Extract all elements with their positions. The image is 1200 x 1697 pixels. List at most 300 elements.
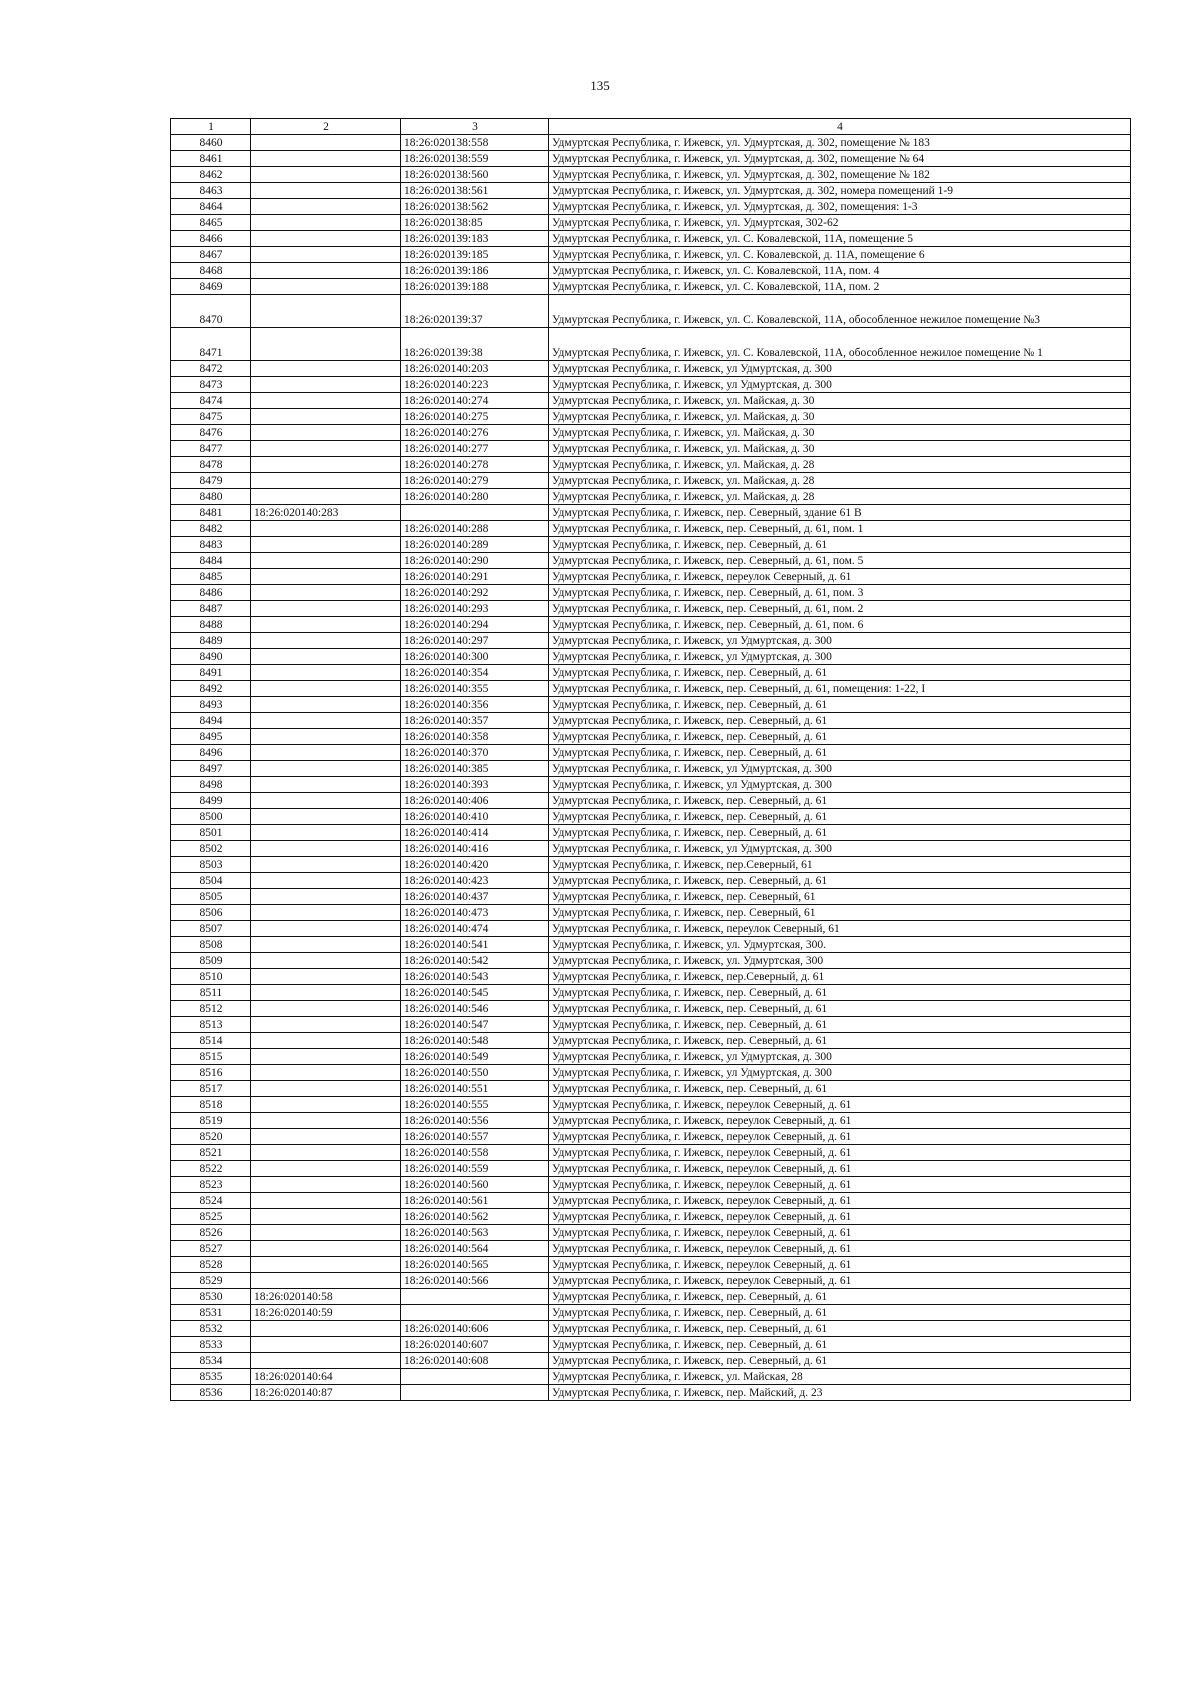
table-row (171, 697, 1131, 713)
row-number-cell: 8505 (171, 889, 251, 905)
cadastral-number-cell (401, 505, 549, 521)
cadastral-number-cell: 18:26:020140:276 (401, 425, 549, 441)
row-number-cell: 8460 (171, 135, 251, 151)
cadastral-number-cell: 18:26:020138:562 (401, 199, 549, 215)
row-number-cell: 8508 (171, 937, 251, 953)
address-cell: Удмуртская Республика, г. Ижевск, пер. Северный, д. 61 (549, 729, 1131, 745)
cadastral-number-cell (251, 135, 401, 151)
row-number-cell: 8462 (171, 167, 251, 183)
address-cell: Удмуртская Республика, г. Ижевск, ул. С. Ковалевской, 11А, обособленное нежилое помещение №3 (549, 295, 1131, 328)
row-number-cell: 8485 (171, 569, 251, 585)
cadastral-number-cell: 18:26:020140:549 (401, 1049, 549, 1065)
cadastral-number-cell (251, 167, 401, 183)
cadastral-number-cell (251, 825, 401, 841)
table-row (171, 825, 1131, 841)
cadastral-number-cell (251, 953, 401, 969)
cadastral-number-cell: 18:26:020140:290 (401, 553, 549, 569)
address-cell: Удмуртская Республика, г. Ижевск, переулок Северный, д. 61 (549, 1161, 1131, 1177)
row-number-cell: 8474 (171, 393, 251, 409)
cadastral-number-cell (401, 1369, 549, 1385)
row-number-cell: 8530 (171, 1289, 251, 1305)
address-cell: Удмуртская Республика, г. Ижевск, ул. Майская, д. 28 (549, 489, 1131, 505)
address-cell: Удмуртская Республика, г. Ижевск, ул. Майская, д. 28 (549, 457, 1131, 473)
row-number-cell: 8498 (171, 777, 251, 793)
cadastral-number-cell: 18:26:020138:85 (401, 215, 549, 231)
cadastral-number-cell (251, 393, 401, 409)
row-number-cell: 8509 (171, 953, 251, 969)
table-row (171, 937, 1131, 953)
cadastral-number-cell (251, 841, 401, 857)
cadastral-number-cell (251, 889, 401, 905)
cadastral-number-cell (251, 713, 401, 729)
cadastral-number-cell: 18:26:020140:607 (401, 1337, 549, 1353)
cadastral-number-cell: 18:26:020140:393 (401, 777, 549, 793)
address-cell: Удмуртская Республика, г. Ижевск, ул Удмуртская, д. 300 (549, 761, 1131, 777)
address-cell: Удмуртская Республика, г. Ижевск, пер. Северный, д. 61 (549, 1033, 1131, 1049)
cadastral-number-cell (251, 697, 401, 713)
row-number-cell: 8517 (171, 1081, 251, 1097)
cadastral-number-cell (251, 457, 401, 473)
address-cell: Удмуртская Республика, г. Ижевск, переулок Северный, 61 (549, 921, 1131, 937)
address-cell: Удмуртская Республика, г. Ижевск, пер. Северный, д. 61 (549, 697, 1131, 713)
row-number-cell: 8511 (171, 985, 251, 1001)
address-cell: Удмуртская Республика, г. Ижевск, пер. Северный, д. 61, помещения: 1-22, I (549, 681, 1131, 697)
row-number-cell: 8529 (171, 1273, 251, 1289)
cadastral-number-cell (251, 1273, 401, 1289)
row-number-cell: 8501 (171, 825, 251, 841)
cadastral-number-cell: 18:26:020140:292 (401, 585, 549, 601)
table-row (171, 1049, 1131, 1065)
address-cell: Удмуртская Республика, г. Ижевск, переулок Северный, д. 61 (549, 1177, 1131, 1193)
table-row (171, 263, 1131, 279)
cadastral-number-cell (401, 1385, 549, 1401)
address-cell: Удмуртская Республика, г. Ижевск, ул. Майская, д. 30 (549, 441, 1131, 457)
row-number-cell: 8520 (171, 1129, 251, 1145)
row-number-cell: 8534 (171, 1353, 251, 1369)
row-number-cell: 8497 (171, 761, 251, 777)
table-row (171, 841, 1131, 857)
address-cell: Удмуртская Республика, г. Ижевск, переулок Северный, д. 61 (549, 1209, 1131, 1225)
address-cell: Удмуртская Республика, г. Ижевск, переулок Северный, д. 61 (549, 1273, 1131, 1289)
table-row (171, 569, 1131, 585)
table-body (171, 135, 1131, 1401)
address-cell: Удмуртская Республика, г. Ижевск, ул. Майская, д. 30 (549, 425, 1131, 441)
row-number-cell: 8475 (171, 409, 251, 425)
address-cell: Удмуртская Республика, г. Ижевск, переулок Северный, д. 61 (549, 1225, 1131, 1241)
row-number-cell: 8527 (171, 1241, 251, 1257)
cadastral-number-cell (251, 183, 401, 199)
address-cell: Удмуртская Республика, г. Ижевск, переулок Северный, д. 61 (549, 1097, 1131, 1113)
cadastral-number-cell: 18:26:020140:288 (401, 521, 549, 537)
cadastral-number-cell: 18:26:020140:558 (401, 1145, 549, 1161)
cadastral-number-cell (251, 569, 401, 585)
table-row (171, 1337, 1131, 1353)
row-number-cell: 8480 (171, 489, 251, 505)
table-row (171, 135, 1131, 151)
address-cell: Удмуртская Республика, г. Ижевск, пер. Северный, д. 61 (549, 1337, 1131, 1353)
cadastral-number-cell: 18:26:020140:542 (401, 953, 549, 969)
row-number-cell: 8490 (171, 649, 251, 665)
table-row (171, 183, 1131, 199)
row-number-cell: 8486 (171, 585, 251, 601)
cadastral-number-cell (251, 263, 401, 279)
row-number-cell: 8464 (171, 199, 251, 215)
address-cell: Удмуртская Республика, г. Ижевск, пер. Северный, 61 (549, 889, 1131, 905)
cadastral-number-cell (251, 1161, 401, 1177)
address-cell: Удмуртская Республика, г. Ижевск, ул. Удмуртская, д. 302, номера помещений 1-9 (549, 183, 1131, 199)
table-row (171, 1273, 1131, 1289)
table-row (171, 199, 1131, 215)
table-row (171, 633, 1131, 649)
table-row (171, 425, 1131, 441)
row-number-cell: 8479 (171, 473, 251, 489)
cadastral-number-cell: 18:26:020140:59 (251, 1305, 401, 1321)
cadastral-number-cell (251, 729, 401, 745)
cadastral-number-cell: 18:26:020138:561 (401, 183, 549, 199)
cadastral-number-cell (251, 905, 401, 921)
address-cell: Удмуртская Республика, г. Ижевск, пер. Северный, д. 61 (549, 985, 1131, 1001)
row-number-cell: 8463 (171, 183, 251, 199)
cadastral-number-cell (251, 1113, 401, 1129)
address-cell: Удмуртская Республика, г. Ижевск, пер. Северный, д. 61, пом. 6 (549, 617, 1131, 633)
address-cell: Удмуртская Республика, г. Ижевск, пер.Северный, д. 61 (549, 969, 1131, 985)
table-row (171, 761, 1131, 777)
row-number-cell: 8481 (171, 505, 251, 521)
table-row (171, 231, 1131, 247)
column-header-1: 1 (171, 119, 251, 135)
cadastral-number-cell: 18:26:020140:561 (401, 1193, 549, 1209)
cadastral-number-cell (251, 361, 401, 377)
cadastral-number-cell: 18:26:020138:558 (401, 135, 549, 151)
cadastral-number-cell (251, 1145, 401, 1161)
table-row (171, 377, 1131, 393)
cadastral-number-cell: 18:26:020140:423 (401, 873, 549, 889)
column-header-4: 4 (549, 119, 1131, 135)
address-cell: Удмуртская Республика, г. Ижевск, пер. Северный, д. 61 (549, 1289, 1131, 1305)
table-row (171, 553, 1131, 569)
row-number-cell: 8466 (171, 231, 251, 247)
page-number: 135 (590, 78, 610, 93)
table-row (171, 409, 1131, 425)
address-cell: Удмуртская Республика, г. Ижевск, пер. Северный, здание 61 В (549, 505, 1131, 521)
table-row (171, 521, 1131, 537)
row-number-cell: 8496 (171, 745, 251, 761)
cadastral-number-cell (251, 649, 401, 665)
cadastral-number-cell: 18:26:020140:550 (401, 1065, 549, 1081)
row-number-cell: 8482 (171, 521, 251, 537)
cadastral-number-cell: 18:26:020140:606 (401, 1321, 549, 1337)
table-row (171, 969, 1131, 985)
table-row (171, 1113, 1131, 1129)
row-number-cell: 8533 (171, 1337, 251, 1353)
cadastral-number-cell: 18:26:020140:410 (401, 809, 549, 825)
table-row (171, 1209, 1131, 1225)
table-row (171, 617, 1131, 633)
address-cell: Удмуртская Республика, г. Ижевск, пер. Северный, д. 61 (549, 1321, 1131, 1337)
row-number-cell: 8461 (171, 151, 251, 167)
row-number-cell: 8518 (171, 1097, 251, 1113)
cadastral-number-cell (251, 745, 401, 761)
table-row (171, 713, 1131, 729)
address-cell: Удмуртская Республика, г. Ижевск, ул. Удмуртская, д. 302, помещение № 183 (549, 135, 1131, 151)
row-number-cell: 8469 (171, 279, 251, 295)
cadastral-number-cell (251, 1049, 401, 1065)
cadastral-number-cell: 18:26:020140:474 (401, 921, 549, 937)
address-cell: Удмуртская Республика, г. Ижевск, ул Удмуртская, д. 300 (549, 1049, 1131, 1065)
table-row (171, 585, 1131, 601)
address-cell: Удмуртская Республика, г. Ижевск, ул. С. Ковалевской, д. 11А, помещение 6 (549, 247, 1131, 263)
table-row (171, 649, 1131, 665)
table-row (171, 441, 1131, 457)
cadastral-number-cell: 18:26:020140:608 (401, 1353, 549, 1369)
row-number-cell: 8483 (171, 537, 251, 553)
cadastral-number-cell (251, 377, 401, 393)
table-row (171, 1033, 1131, 1049)
table-row (171, 793, 1131, 809)
cadastral-number-cell (251, 1257, 401, 1273)
table-row (171, 857, 1131, 873)
row-number-cell: 8471 (171, 328, 251, 361)
cadastral-number-cell: 18:26:020140:278 (401, 457, 549, 473)
row-number-cell: 8492 (171, 681, 251, 697)
table-row (171, 1097, 1131, 1113)
cadastral-number-cell: 18:26:020140:294 (401, 617, 549, 633)
cadastral-number-cell: 18:26:020140:559 (401, 1161, 549, 1177)
cadastral-number-cell (251, 681, 401, 697)
cadastral-number-cell (251, 793, 401, 809)
cadastral-number-cell (251, 1017, 401, 1033)
address-cell: Удмуртская Республика, г. Ижевск, ул Удмуртская, д. 300 (549, 1065, 1131, 1081)
table-row (171, 1241, 1131, 1257)
table-row (171, 777, 1131, 793)
cadastral-number-cell: 18:26:020140:547 (401, 1017, 549, 1033)
cadastral-number-cell (401, 1289, 549, 1305)
cadastral-number-cell: 18:26:020139:186 (401, 263, 549, 279)
address-cell: Удмуртская Республика, г. Ижевск, пер. Северный, д. 61 (549, 537, 1131, 553)
table-row (171, 1001, 1131, 1017)
address-cell: Удмуртская Республика, г. Ижевск, ул. Майская, 28 (549, 1369, 1131, 1385)
row-number-cell: 8467 (171, 247, 251, 263)
cadastral-number-cell (251, 247, 401, 263)
table-row (171, 1129, 1131, 1145)
row-number-cell: 8535 (171, 1369, 251, 1385)
address-cell: Удмуртская Республика, г. Ижевск, пер. Северный, д. 61 (549, 873, 1131, 889)
row-number-cell: 8528 (171, 1257, 251, 1273)
cadastral-number-cell: 18:26:020139:37 (401, 295, 549, 328)
table-row (171, 601, 1131, 617)
address-cell: Удмуртская Республика, г. Ижевск, пер. Северный, д. 61, пом. 1 (549, 521, 1131, 537)
table-row (171, 457, 1131, 473)
cadastral-number-cell (251, 585, 401, 601)
table-row (171, 921, 1131, 937)
row-number-cell: 8500 (171, 809, 251, 825)
table-row (171, 1177, 1131, 1193)
address-cell: Удмуртская Республика, г. Ижевск, пер. Северный, д. 61 (549, 825, 1131, 841)
address-cell: Удмуртская Республика, г. Ижевск, ул Удмуртская, д. 300 (549, 649, 1131, 665)
row-number-cell: 8503 (171, 857, 251, 873)
address-cell: Удмуртская Республика, г. Ижевск, переулок Северный, д. 61 (549, 1193, 1131, 1209)
cadastral-number-cell: 18:26:020140:556 (401, 1113, 549, 1129)
address-cell: Удмуртская Республика, г. Ижевск, ул. Майская, д. 30 (549, 393, 1131, 409)
table-row (171, 473, 1131, 489)
cadastral-number-cell: 18:26:020140:416 (401, 841, 549, 857)
address-cell: Удмуртская Республика, г. Ижевск, переулок Северный, д. 61 (549, 1257, 1131, 1273)
cadastral-number-cell (251, 1065, 401, 1081)
cadastral-number-cell (251, 151, 401, 167)
cadastral-number-cell (251, 1129, 401, 1145)
row-number-cell: 8489 (171, 633, 251, 649)
cadastral-number-cell (251, 1097, 401, 1113)
table-row (171, 985, 1131, 1001)
row-number-cell: 8473 (171, 377, 251, 393)
address-cell: Удмуртская Республика, г. Ижевск, ул. С. Ковалевской, 11А, пом. 4 (549, 263, 1131, 279)
address-cell: Удмуртская Республика, г. Ижевск, пер. Северный, д. 61, пом. 5 (549, 553, 1131, 569)
table-row (171, 361, 1131, 377)
cadastral-number-cell (251, 489, 401, 505)
cadastral-number-cell (251, 777, 401, 793)
row-number-cell: 8510 (171, 969, 251, 985)
table-row (171, 729, 1131, 745)
table-row (171, 1353, 1131, 1369)
table-row (171, 247, 1131, 263)
address-cell: Удмуртская Республика, г. Ижевск, пер. Северный, д. 61 (549, 1001, 1131, 1017)
cadastral-number-cell: 18:26:020140:560 (401, 1177, 549, 1193)
address-cell: Удмуртская Республика, г. Ижевск, переулок Северный, д. 61 (549, 1145, 1131, 1161)
address-cell: Удмуртская Республика, г. Ижевск, пер. Северный, д. 61, пом. 3 (549, 585, 1131, 601)
table-row (171, 905, 1131, 921)
table-row (171, 215, 1131, 231)
cadastral-number-cell (251, 1033, 401, 1049)
cadastral-number-cell (251, 473, 401, 489)
cadastral-number-cell (251, 1177, 401, 1193)
column-header-2: 2 (251, 119, 401, 135)
cadastral-number-cell: 18:26:020140:203 (401, 361, 549, 377)
cadastral-number-cell: 18:26:020140:545 (401, 985, 549, 1001)
address-cell: Удмуртская Республика, г. Ижевск, ул. Майская, д. 28 (549, 473, 1131, 489)
row-number-cell: 8525 (171, 1209, 251, 1225)
address-cell: Удмуртская Республика, г. Ижевск, пер. Северный, д. 61 (549, 713, 1131, 729)
table-row (171, 295, 1131, 328)
cadastral-number-cell: 18:26:020140:354 (401, 665, 549, 681)
cadastral-number-cell (251, 1321, 401, 1337)
address-cell: Удмуртская Республика, г. Ижевск, пер. Майский, д. 23 (549, 1385, 1131, 1401)
cadastral-number-cell: 18:26:020140:548 (401, 1033, 549, 1049)
cadastral-number-cell: 18:26:020140:279 (401, 473, 549, 489)
row-number-cell: 8532 (171, 1321, 251, 1337)
cadastral-number-cell (251, 537, 401, 553)
row-number-cell: 8488 (171, 617, 251, 633)
table-row (171, 665, 1131, 681)
table-row (171, 873, 1131, 889)
cadastral-number-cell: 18:26:020140:551 (401, 1081, 549, 1097)
table-row (171, 1161, 1131, 1177)
row-number-cell: 8522 (171, 1161, 251, 1177)
cadastral-number-cell (251, 937, 401, 953)
address-cell: Удмуртская Республика, г. Ижевск, ул Удмуртская, д. 300 (549, 777, 1131, 793)
cadastral-number-cell: 18:26:020140:223 (401, 377, 549, 393)
cadastral-number-cell: 18:26:020140:541 (401, 937, 549, 953)
row-number-cell: 8521 (171, 1145, 251, 1161)
row-number-cell: 8506 (171, 905, 251, 921)
row-number-cell: 8514 (171, 1033, 251, 1049)
cadastral-number-cell (251, 857, 401, 873)
cadastral-number-cell: 18:26:020140:87 (251, 1385, 401, 1401)
cadastral-number-cell: 18:26:020140:64 (251, 1369, 401, 1385)
cadastral-number-cell (251, 633, 401, 649)
cadastral-number-cell: 18:26:020138:559 (401, 151, 549, 167)
row-number-cell: 8536 (171, 1385, 251, 1401)
address-cell: Удмуртская Республика, г. Ижевск, пер. Северный, д. 61 (549, 1305, 1131, 1321)
address-cell: Удмуртская Республика, г. Ижевск, ул. Удмуртская, 300. (549, 937, 1131, 953)
row-number-cell: 8531 (171, 1305, 251, 1321)
cadastral-number-cell (251, 809, 401, 825)
cadastral-number-cell: 18:26:020140:283 (251, 505, 401, 521)
table-row (171, 505, 1131, 521)
cadastral-number-cell: 18:26:020140:370 (401, 745, 549, 761)
address-cell: Удмуртская Республика, г. Ижевск, пер. Северный, 61 (549, 905, 1131, 921)
row-number-cell: 8526 (171, 1225, 251, 1241)
address-cell: Удмуртская Республика, г. Ижевск, пер. Северный, д. 61 (549, 1017, 1131, 1033)
cadastral-number-cell (251, 231, 401, 247)
row-number-cell: 8495 (171, 729, 251, 745)
cadastral-number-cell (251, 1353, 401, 1369)
row-number-cell: 8478 (171, 457, 251, 473)
cadastral-number-cell (251, 1081, 401, 1097)
cadastral-number-cell: 18:26:020140:289 (401, 537, 549, 553)
cadastral-number-cell (251, 1241, 401, 1257)
table-row (171, 1017, 1131, 1033)
table-row (171, 537, 1131, 553)
address-cell: Удмуртская Республика, г. Ижевск, переулок Северный, д. 61 (549, 1241, 1131, 1257)
address-cell: Удмуртская Республика, г. Ижевск, пер. Северный, д. 61 (549, 793, 1131, 809)
cadastral-number-cell: 18:26:020140:473 (401, 905, 549, 921)
cadastral-number-cell: 18:26:020138:560 (401, 167, 549, 183)
address-cell: Удмуртская Республика, г. Ижевск, ул. С. Ковалевской, 11А, пом. 2 (549, 279, 1131, 295)
address-cell: Удмуртская Республика, г. Ижевск, ул Удмуртская, д. 300 (549, 841, 1131, 857)
cadastral-number-cell: 18:26:020140:406 (401, 793, 549, 809)
cadastral-number-cell: 18:26:020140:293 (401, 601, 549, 617)
cadastral-number-cell (251, 328, 401, 361)
row-number-cell: 8512 (171, 1001, 251, 1017)
cadastral-number-cell: 18:26:020140:58 (251, 1289, 401, 1305)
address-cell: Удмуртская Республика, г. Ижевск, пер. Северный, д. 61 (549, 809, 1131, 825)
cadastral-number-cell: 18:26:020139:185 (401, 247, 549, 263)
cadastral-number-cell: 18:26:020140:546 (401, 1001, 549, 1017)
row-number-cell: 8516 (171, 1065, 251, 1081)
row-number-cell: 8504 (171, 873, 251, 889)
cadastral-number-cell (251, 1001, 401, 1017)
row-number-cell: 8515 (171, 1049, 251, 1065)
table-row (171, 1369, 1131, 1385)
cadastral-number-cell: 18:26:020140:564 (401, 1241, 549, 1257)
table-row (171, 393, 1131, 409)
table-row (171, 328, 1131, 361)
table-row (171, 167, 1131, 183)
row-number-cell: 8523 (171, 1177, 251, 1193)
address-cell: Удмуртская Республика, г. Ижевск, ул. С. Ковалевской, 11А, помещение 5 (549, 231, 1131, 247)
cadastral-number-cell: 18:26:020140:420 (401, 857, 549, 873)
cadastral-number-cell: 18:26:020140:357 (401, 713, 549, 729)
column-header-3: 3 (401, 119, 549, 135)
cadastral-number-cell: 18:26:020140:274 (401, 393, 549, 409)
row-number-cell: 8491 (171, 665, 251, 681)
cadastral-number-cell: 18:26:020140:277 (401, 441, 549, 457)
cadastral-number-cell (251, 215, 401, 231)
cadastral-number-cell: 18:26:020140:300 (401, 649, 549, 665)
cadastral-number-cell (251, 761, 401, 777)
cadastral-number-cell: 18:26:020140:275 (401, 409, 549, 425)
table-row (171, 809, 1131, 825)
